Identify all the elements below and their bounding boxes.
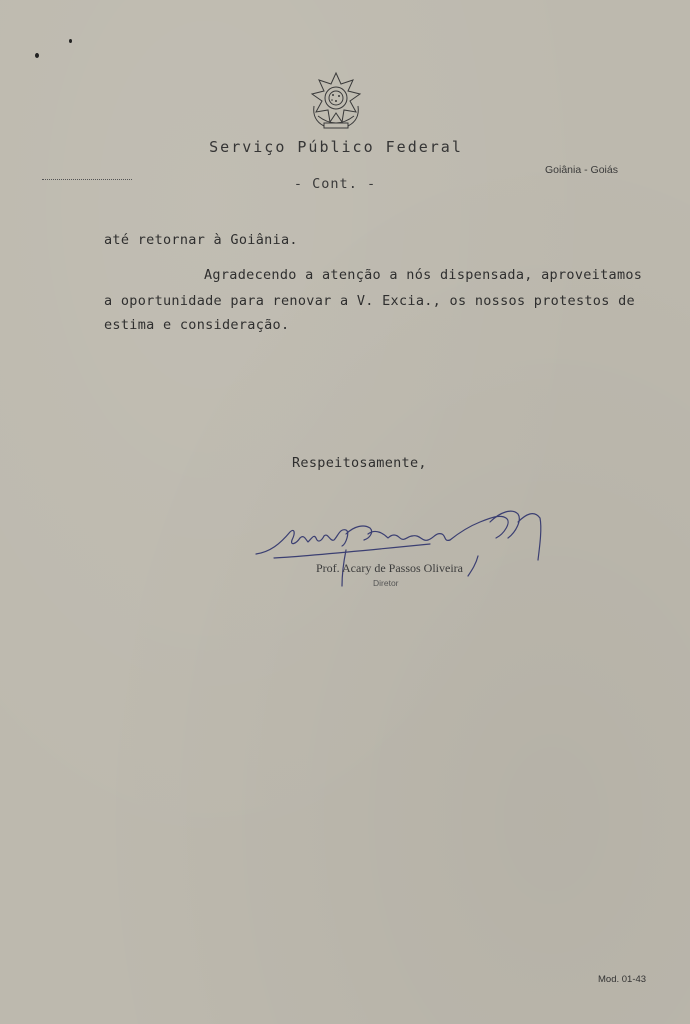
closing-salutation: Respeitosamente, [292, 455, 427, 471]
ink-spot [35, 53, 39, 58]
coat-of-arms-seal-icon [306, 70, 366, 134]
ink-spot [69, 39, 72, 43]
header-title: Serviço Público Federal [209, 138, 463, 156]
signer-role: Diretor [373, 578, 399, 588]
dotted-line [42, 179, 132, 180]
continuation-mark: - Cont. - [293, 176, 377, 192]
form-code: Mod. 01-43 [598, 974, 647, 985]
city-label: Goiânia - Goiás [545, 164, 618, 176]
body-line: até retornar à Goiânia. [104, 232, 298, 248]
body-line: estima e consideração. [104, 317, 290, 333]
signer-name: Prof. Acary de Passos Oliveira [316, 561, 463, 575]
body-line: a oportunidade para renovar a V. Excia., os nossos protestos de [104, 293, 635, 309]
body-line: Agradecendo a atenção a nós dispensada, aproveitamos [204, 267, 643, 283]
